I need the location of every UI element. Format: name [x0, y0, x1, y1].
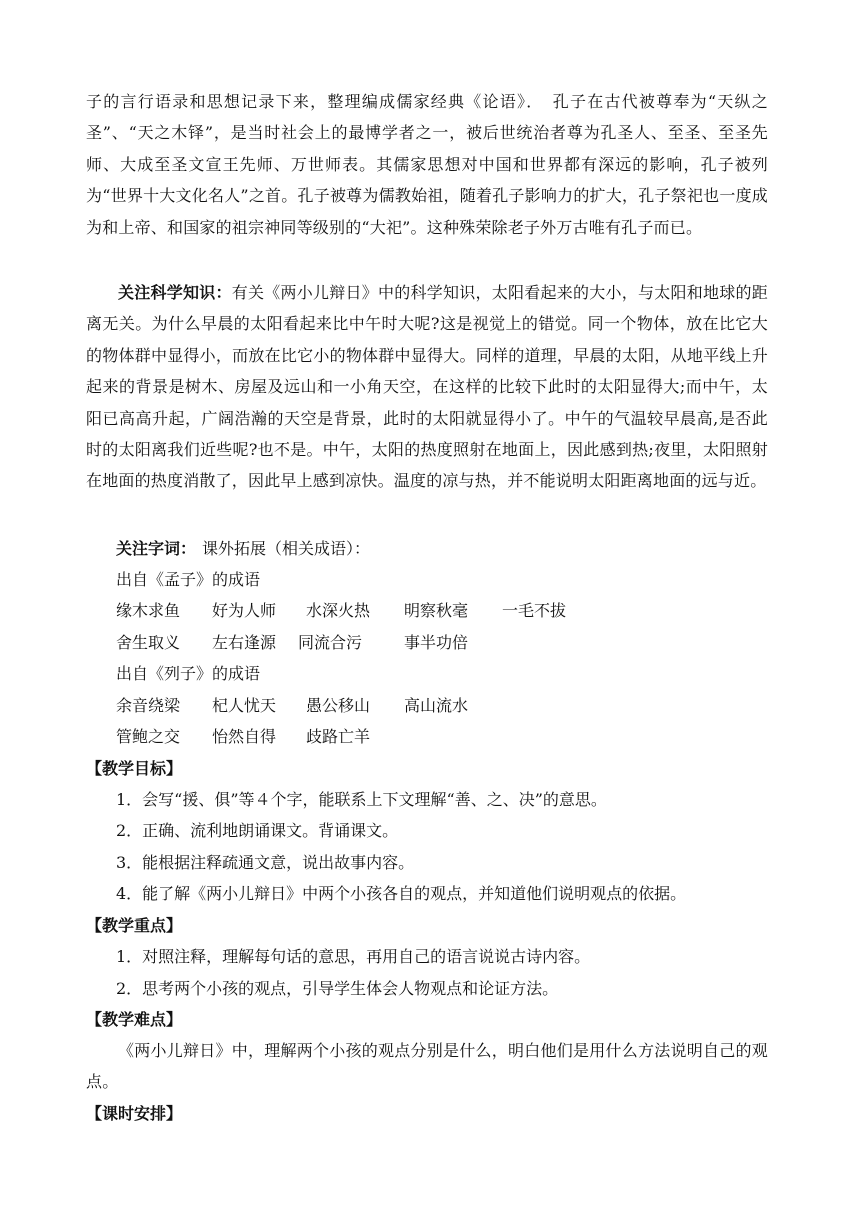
teaching-objectives-heading: 【教学目标】: [86, 759, 183, 778]
mencius-idioms-title: 出自《孟子》的成语: [116, 570, 261, 589]
key-point-item: 1．对照注释，理解每句话的意思，再用自己的语言说说古诗内容。: [116, 947, 591, 966]
idiom: 缘木求鱼: [116, 601, 181, 620]
words-label: 关注字词：: [116, 539, 197, 558]
idiom: 怡然自得: [212, 727, 277, 746]
key-point-item: 2．思考两个小孩的观点，引导学生体会人物观点和论证方法。: [116, 979, 559, 998]
teaching-difficulties-heading: 【教学难点】: [86, 1010, 183, 1029]
idiom: 左右逢源: [212, 633, 277, 652]
idiom: 高山流水: [404, 696, 469, 715]
idiom: 水深火热: [306, 601, 371, 620]
teaching-difficulties-text: 《两小儿辩日》中，理解两个小孩的观点分别是什么，明白他们是用什么方法说明自己的观点。: [86, 1041, 768, 1092]
idiom: 歧路亡羊: [306, 727, 371, 746]
idiom: 明察秋毫: [404, 601, 469, 620]
idiom: 一毛不拔: [502, 601, 567, 620]
objective-item: 2．正确、流利地朗诵课文。背诵课文。: [116, 821, 399, 840]
liezi-idioms-title: 出自《列子》的成语: [116, 664, 261, 683]
idiom: 管鲍之交: [116, 727, 181, 746]
idiom: 杞人忧天: [212, 696, 277, 715]
idiom: 同流合污: [298, 633, 363, 652]
science-knowledge-text: 有关《两小儿辩日》中的科学知识，太阳看起来的大小，与太阳和地球的距离无关。为什么早晨的太阳看起来比中午时大呢?这是视觉上的错觉。同一个物体，放在比它大的物体群中显得小，而放在比它小的物体群中显得大。同样的道理，早晨的太阳，从地平线上升起来的背景是树木、房屋及远山和一小角天空，在这样的比较下此时的太阳显得大;而中午，太阳已高高升起，广阔浩瀚的天空是背景，此时的太阳就显得小了。中午的气温较早晨高,是否此时的太阳离我们近些呢?也不是。中午，太阳的热度照射在地面上，因此感到热;夜里，太阳照射在地面的热度消散了，因此早上感到凉快。温度的凉与热，并不能说明太阳距离地面的远与近。: [86, 283, 768, 491]
science-knowledge-label: 关注科学知识：: [118, 283, 232, 302]
lesson-schedule-heading: 【课时安排】: [86, 1104, 183, 1123]
idiom: 事半功倍: [404, 633, 469, 652]
science-knowledge-paragraph: [86, 277, 768, 497]
words-subtitle: 课外拓展（相关成语）：: [202, 539, 371, 558]
teaching-key-points-heading: 【教学重点】: [86, 916, 183, 935]
words-heading-line: [116, 537, 370, 561]
idiom: 余音绕梁: [116, 696, 181, 715]
idiom: 愚公移山: [306, 696, 371, 715]
idiom: 舍生取义: [116, 633, 181, 652]
idiom: 好为人师: [212, 601, 277, 620]
objective-item: 4．能了解《两小儿辩日》中两个小孩各自的观点，并知道他们说明观点的依据。: [116, 884, 687, 903]
objective-item: 3．能根据注释疏通文意，说出故事内容。: [116, 853, 415, 872]
objective-item: 1．会写“援、俱”等４个字，能联系上下文理解“善、之、决”的意思。: [116, 790, 607, 809]
confucius-paragraph: 子的言行语录和思想记录下来，整理编成儒家经典《论语》． 孔子在古代被尊奉为“天纵之圣”、“天之木铎”，是当时社会上的最博学者之一，被后世统治者尊为孔圣人、至圣、至圣先师、大成至圣文宣王先师、万世师表。其儒家思想对中国和世界都有深远的影响，孔子被列为“世界十大文化名人”之首。孔子被尊为儒教始祖，随着孔子影响力的扩大，孔子祭祀也一度成为和上帝、和国家的祖宗神同等级别的“大祀”。这种殊荣除老子外万古唯有孔子而已。: [86, 92, 768, 237]
